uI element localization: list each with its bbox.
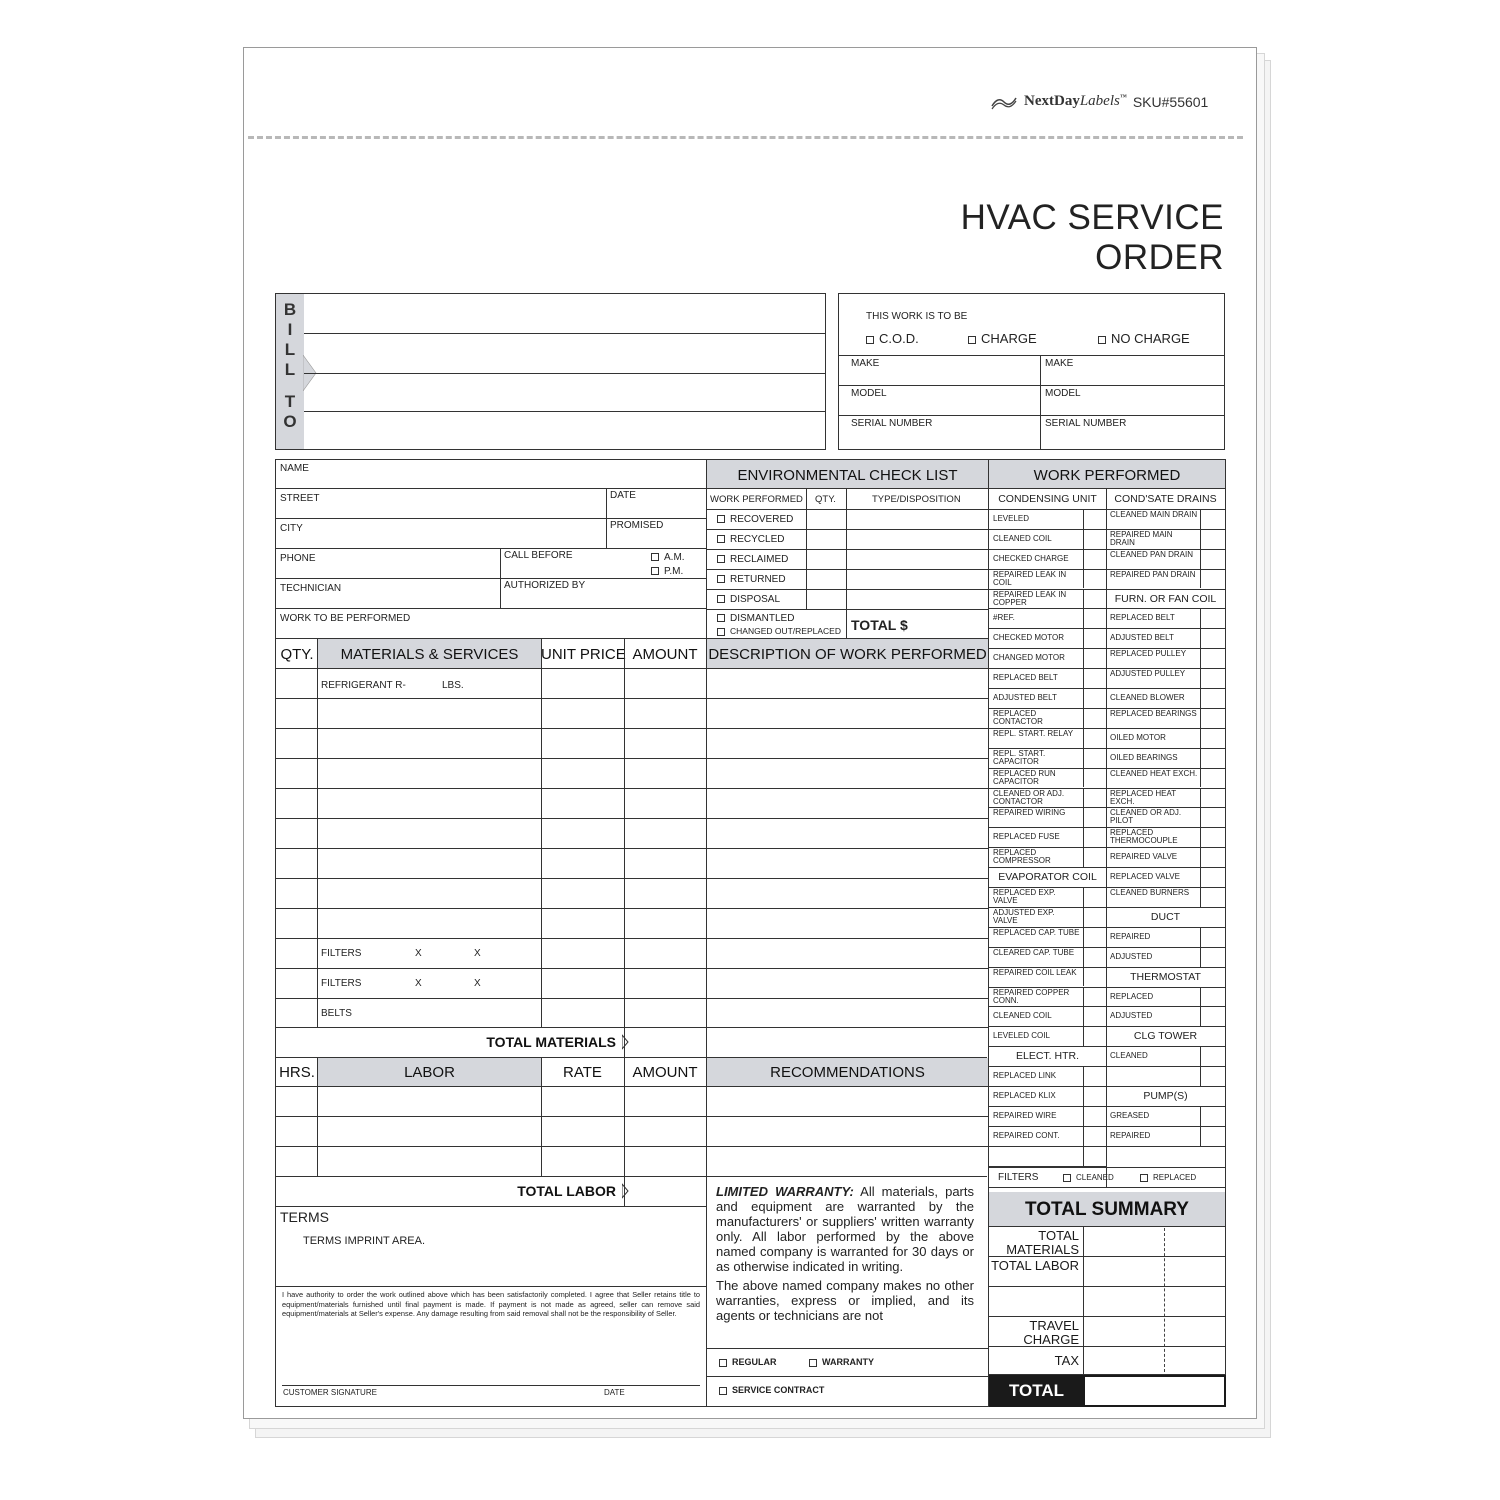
service-contract-option[interactable]: SERVICE CONTRACT bbox=[719, 1385, 824, 1395]
date-label: DATE bbox=[610, 490, 636, 501]
wp-check-cell[interactable] bbox=[1200, 1046, 1201, 1066]
wp-row-line bbox=[1106, 1066, 1225, 1067]
total-summary-title: TOTAL SUMMARY bbox=[1025, 1199, 1189, 1220]
perforation-line bbox=[248, 136, 1243, 139]
wp-row-line bbox=[1106, 608, 1225, 609]
total-labor-label: TOTAL LABOR bbox=[517, 1183, 616, 1199]
summary-total-field[interactable] bbox=[1083, 1375, 1226, 1407]
wp-row-line bbox=[989, 608, 1106, 609]
checkbox-icon[interactable] bbox=[809, 1359, 817, 1367]
wp-item-label: ADJUSTED bbox=[1110, 1011, 1153, 1021]
wp-item-label: REPLACED BELT bbox=[993, 673, 1058, 683]
wp-check-cell[interactable] bbox=[1083, 569, 1084, 589]
wp-check-cell[interactable] bbox=[1083, 1086, 1084, 1106]
x-mark: X bbox=[415, 948, 422, 959]
bill-to-line-3[interactable] bbox=[304, 411, 825, 412]
wp-item-label: REPAIRED LEAK IN COPPER bbox=[993, 589, 1067, 607]
wp-check-cell[interactable] bbox=[1083, 549, 1084, 569]
checkbox-icon[interactable] bbox=[717, 614, 725, 622]
checkbox-icon[interactable] bbox=[1140, 1174, 1148, 1182]
wp-check-cell[interactable] bbox=[1200, 569, 1201, 589]
env-type-disposition-header: TYPE/DISPOSITION bbox=[872, 494, 961, 505]
rate-header: RATE bbox=[563, 1064, 602, 1081]
regular-option[interactable]: REGULAR bbox=[719, 1357, 777, 1367]
wp-check-cell[interactable] bbox=[1200, 947, 1201, 967]
wp-check-cell[interactable] bbox=[1200, 608, 1201, 628]
customer-signature-line[interactable] bbox=[282, 1385, 700, 1386]
pm-option[interactable]: P.M. bbox=[651, 566, 683, 577]
wp-row-line bbox=[1106, 589, 1225, 590]
refrigerant-label: REFRIGERANT R- bbox=[321, 680, 406, 691]
materials-services-header: MATERIALS & SERVICES bbox=[340, 646, 519, 663]
wp-row-line bbox=[1106, 628, 1225, 629]
summary-total-labor: TOTAL LABOR bbox=[991, 1258, 1079, 1273]
total-materials-label: TOTAL MATERIALS bbox=[486, 1034, 616, 1050]
wp-item-label: REPLACED KLIX bbox=[993, 1091, 1056, 1100]
env-total-label: TOTAL $ bbox=[851, 617, 908, 633]
wp-row-line bbox=[1106, 1006, 1225, 1007]
wp-item-label: ADJUSTED BELT bbox=[1110, 633, 1174, 643]
authorized-by-label: AUTHORIZED BY bbox=[504, 580, 586, 591]
promised-label: PROMISED bbox=[610, 520, 664, 531]
wp-check-cell[interactable] bbox=[1200, 549, 1201, 569]
summary-total-materials: TOTAL MATERIALS bbox=[1006, 1228, 1079, 1257]
wp-item-label: CLEANED OR ADJ. PILOT bbox=[1110, 808, 1182, 826]
wp-row-line bbox=[1106, 1126, 1225, 1127]
summary-travel-charge: TRAVEL CHARGE bbox=[1023, 1318, 1079, 1347]
summary-tax: TAX bbox=[1054, 1353, 1079, 1368]
wp-item-label: REPAIRED COPPER CONN. bbox=[993, 987, 1070, 1005]
wp-row-line bbox=[989, 549, 1106, 550]
wp-check-cell[interactable] bbox=[1200, 529, 1201, 549]
wp-check-cell[interactable] bbox=[1200, 847, 1201, 867]
wp-item-label: ADJUSTED BELT bbox=[993, 693, 1057, 702]
hrs-header: HRS. bbox=[279, 1064, 315, 1081]
city-label: CITY bbox=[280, 523, 303, 534]
unit-price-header: UNIT PRICE bbox=[541, 646, 626, 663]
bill-to-label: B I L L T O bbox=[283, 300, 297, 431]
wp-row-line bbox=[989, 1006, 1106, 1007]
wp-check-cell[interactable] bbox=[1083, 768, 1084, 788]
wp-item-label: CLEANED OR ADJ. CONTACTOR bbox=[993, 788, 1065, 806]
checkbox-icon[interactable] bbox=[717, 535, 725, 543]
x-mark: X bbox=[415, 978, 422, 989]
wp-check-cell[interactable] bbox=[1083, 987, 1084, 1007]
checkbox-icon[interactable] bbox=[717, 628, 725, 636]
env-item-recycled[interactable]: RECYCLED bbox=[717, 534, 784, 545]
wp-row-line bbox=[989, 529, 1106, 530]
wp-check-cell[interactable] bbox=[1083, 1146, 1084, 1166]
wp-item-label: REPAIRED bbox=[1110, 1130, 1151, 1140]
wp-row-line bbox=[1106, 967, 1225, 968]
wp-row-line bbox=[989, 509, 1106, 510]
checkbox-icon[interactable] bbox=[1063, 1174, 1071, 1182]
wp-item-label: OILED MOTOR bbox=[1110, 732, 1166, 742]
recommendations-header: RECOMMENDATIONS bbox=[770, 1064, 925, 1081]
wp-row-line bbox=[1106, 847, 1225, 848]
wp-item-label: REPLACED EXP. VALVE bbox=[993, 888, 1056, 905]
wp-check-cell[interactable] bbox=[1200, 708, 1201, 728]
signature-date-label: DATE bbox=[604, 1388, 625, 1397]
model-label-2: MODEL bbox=[1045, 388, 1081, 399]
wp-row-line bbox=[989, 1126, 1106, 1127]
wp-row-line bbox=[1106, 907, 1225, 908]
wp-row-line bbox=[989, 867, 1106, 868]
terms-label: TERMS bbox=[280, 1209, 329, 1225]
wp-check-cell[interactable] bbox=[1083, 509, 1084, 529]
wp-check-cell[interactable] bbox=[1200, 648, 1201, 668]
wp-item-label: REPL. START. RELAY bbox=[993, 728, 1074, 738]
wp-item-label: REPLACED VALVE bbox=[1110, 872, 1180, 882]
wp-item-label: REPLACED RUN CAPACITOR bbox=[993, 768, 1056, 786]
wp-row-line bbox=[1106, 947, 1225, 948]
wp-item-label: CLEANED COIL bbox=[993, 533, 1052, 543]
x-mark: X bbox=[474, 978, 481, 989]
wp-check-cell[interactable] bbox=[1200, 768, 1201, 788]
wp-section-header: ELECT. HTR. bbox=[1015, 1050, 1079, 1063]
wp-check-cell[interactable] bbox=[1083, 529, 1084, 549]
wp-item-label: REPLACED COMPRESSOR bbox=[993, 848, 1051, 866]
pointer-arrow-icon bbox=[622, 1033, 630, 1051]
wp-item-label: REPAIRED COIL LEAK bbox=[993, 967, 1077, 977]
wp-row-line bbox=[1106, 728, 1225, 729]
wp-item-label: REPAIRED WIRE bbox=[993, 1110, 1057, 1120]
make-label-1: MAKE bbox=[851, 358, 880, 369]
wp-row-line bbox=[1106, 748, 1225, 749]
checkbox-icon[interactable] bbox=[717, 595, 725, 603]
checkbox-icon[interactable] bbox=[651, 567, 659, 575]
wp-row-line bbox=[1106, 927, 1225, 928]
wp-item-label: REPAIRED bbox=[1110, 931, 1151, 941]
wp-check-cell[interactable] bbox=[1083, 688, 1084, 708]
wp-check-cell[interactable] bbox=[1083, 648, 1084, 668]
wp-item-label: CHECKED MOTOR bbox=[993, 633, 1064, 643]
wp-check-cell[interactable] bbox=[1083, 827, 1084, 847]
wp-row-line bbox=[989, 688, 1106, 689]
wp-check-cell[interactable] bbox=[1083, 1026, 1084, 1046]
wp-check-cell[interactable] bbox=[1083, 788, 1084, 808]
customer-signature-label: CUSTOMER SIGNATURE bbox=[283, 1388, 377, 1397]
wp-check-cell[interactable] bbox=[1083, 1066, 1084, 1086]
wp-row-line bbox=[1106, 1026, 1225, 1027]
wp-section-header: CLG TOWER bbox=[1133, 1030, 1198, 1043]
checkbox-icon[interactable] bbox=[719, 1359, 727, 1367]
wp-section-header: CONDENSING UNIT bbox=[998, 493, 1097, 505]
env-item-returned[interactable]: RETURNED bbox=[717, 574, 786, 585]
wp-check-cell[interactable] bbox=[1083, 708, 1084, 728]
env-item-dismantled[interactable]: DISMANTLED bbox=[717, 613, 794, 624]
wp-check-cell[interactable] bbox=[1200, 1006, 1201, 1026]
label-stack-icon bbox=[990, 94, 1018, 110]
env-checklist-title: ENVIRONMENTAL CHECK LIST bbox=[737, 467, 958, 484]
wp-row-line bbox=[989, 668, 1106, 669]
serial-label-1: SERIAL NUMBER bbox=[851, 418, 933, 429]
limited-warranty-text: LIMITED WARRANTY: All materials, parts and equipment are warranted by the manufacturers' or suppliers' written warranty only. All labor performed by the above named company is warranted for 30 days or as otherwise indicated in writing. The above named company makes no other warranties, express or implied, and its agents or technicians are not bbox=[716, 1184, 974, 1323]
charge-option[interactable]: CHARGE bbox=[968, 331, 1037, 346]
wp-check-cell[interactable] bbox=[1083, 967, 1084, 987]
checkbox-icon[interactable] bbox=[719, 1387, 727, 1395]
wp-item-label: #REF. bbox=[993, 613, 1015, 623]
labor-header: LABOR bbox=[404, 1064, 455, 1081]
summary-cents-divider bbox=[1164, 1228, 1165, 1372]
wp-check-cell[interactable] bbox=[1083, 589, 1084, 609]
phone-label: PHONE bbox=[280, 553, 316, 564]
wp-check-cell[interactable] bbox=[1083, 608, 1084, 628]
wp-item-label: REPLACED HEAT EXCH. bbox=[1110, 788, 1176, 806]
brand-name: NextDayLabels™ bbox=[1024, 93, 1127, 109]
wp-item-label: REPLACED CONTACTOR bbox=[993, 708, 1043, 726]
wp-check-cell[interactable] bbox=[1200, 807, 1201, 827]
checkbox-icon[interactable] bbox=[968, 336, 976, 344]
technician-label: TECHNICIAN bbox=[280, 583, 342, 594]
env-item-recovered[interactable]: RECOVERED bbox=[717, 514, 793, 525]
wp-check-cell[interactable] bbox=[1083, 907, 1084, 927]
wp-check-cell[interactable] bbox=[1200, 509, 1201, 529]
wp-item-label: CHECKED CHARGE bbox=[993, 553, 1069, 563]
make-label-2: MAKE bbox=[1045, 358, 1074, 369]
env-item-disposal[interactable]: DISPOSAL bbox=[717, 594, 780, 605]
am-option[interactable]: A.M. bbox=[651, 552, 685, 563]
wp-item-label: REPAIRED PAN DRAIN bbox=[1110, 569, 1196, 579]
wp-check-cell[interactable] bbox=[1083, 1006, 1084, 1026]
description-header: DESCRIPTION OF WORK PERFORMED bbox=[708, 646, 987, 663]
wp-section-header: FURN. OR FAN COIL bbox=[1114, 592, 1217, 605]
wp-item-label: REPL. START. CAPACITOR bbox=[993, 748, 1046, 766]
wp-item-label: REPAIRED CONT. bbox=[993, 1130, 1060, 1140]
bill-to-box bbox=[275, 293, 826, 450]
wp-row-line bbox=[989, 1066, 1106, 1067]
wp-item-label: REPLACED CAP. TUBE bbox=[993, 927, 1080, 937]
wp-section-header: THERMOSTAT bbox=[1130, 970, 1201, 983]
wp-check-cell[interactable] bbox=[1083, 887, 1084, 907]
wp-row-line bbox=[1106, 1106, 1225, 1107]
pointer-arrow-icon bbox=[622, 1182, 630, 1200]
wp-filters-cleaned[interactable]: CLEANED bbox=[1063, 1173, 1114, 1182]
wp-row-line bbox=[989, 1026, 1106, 1027]
wp-check-cell[interactable] bbox=[1083, 927, 1084, 947]
wp-check-cell[interactable] bbox=[1200, 1126, 1201, 1146]
wp-item-label: REPLACED LINK bbox=[993, 1071, 1057, 1081]
checkbox-icon[interactable] bbox=[866, 336, 874, 344]
name-label: NAME bbox=[280, 463, 309, 474]
no-charge-option[interactable]: NO CHARGE bbox=[1098, 331, 1190, 346]
wp-item-label: CLEANED BURNERS bbox=[1110, 888, 1190, 897]
sku: SKU#55601 bbox=[1132, 93, 1209, 110]
amount-header: AMOUNT bbox=[632, 646, 698, 663]
wp-check-cell[interactable] bbox=[1200, 827, 1201, 847]
brand-logo bbox=[990, 93, 1208, 110]
wp-row-line bbox=[1106, 867, 1225, 868]
lbs-label: LBS. bbox=[442, 680, 464, 691]
call-before-label: CALL BEFORE bbox=[504, 550, 573, 561]
bill-to-line-1[interactable] bbox=[304, 333, 825, 334]
wp-section-header: EVAPORATOR COIL bbox=[998, 871, 1097, 884]
wp-row-line bbox=[989, 1146, 1106, 1147]
wp-check-cell[interactable] bbox=[1083, 1126, 1084, 1146]
wp-section-header: COND'SATE DRAINS bbox=[1114, 493, 1217, 505]
wp-row-line bbox=[1106, 1046, 1225, 1047]
checkbox-icon[interactable] bbox=[717, 555, 725, 563]
wp-row-line bbox=[989, 1086, 1106, 1087]
wp-item-label: REPLACED FUSE bbox=[993, 832, 1060, 842]
env-work-performed-header: WORK PERFORMED bbox=[710, 494, 803, 505]
wp-check-cell[interactable] bbox=[1200, 927, 1201, 947]
wp-section-header: PUMP(S) bbox=[1143, 1090, 1188, 1102]
wp-row-line bbox=[989, 1106, 1106, 1107]
wp-item-label: ADJUSTED bbox=[1110, 951, 1153, 961]
wp-check-cell[interactable] bbox=[1200, 688, 1201, 708]
wp-item-label: CLEARED CAP. TUBE bbox=[993, 947, 1075, 957]
wp-check-cell[interactable] bbox=[1083, 807, 1084, 827]
wp-item-label: CLEANED HEAT EXCH. bbox=[1110, 768, 1198, 778]
wp-item-label: OILED BEARINGS bbox=[1110, 752, 1178, 762]
wp-check-cell[interactable] bbox=[1083, 748, 1084, 768]
wp-check-cell[interactable] bbox=[1083, 847, 1084, 867]
checkbox-icon[interactable] bbox=[717, 515, 725, 523]
env-item-reclaimed[interactable]: RECLAIMED bbox=[717, 554, 788, 565]
wp-row-line bbox=[1106, 1086, 1225, 1087]
wp-check-cell[interactable] bbox=[1083, 1106, 1084, 1126]
env-item-changed-out[interactable]: CHANGED OUT/REPLACED bbox=[717, 626, 841, 636]
wp-item-label: LEVELED COIL bbox=[993, 1031, 1050, 1041]
form-title: HVAC SERVICE ORDER bbox=[960, 198, 1224, 277]
bill-to-line-2[interactable] bbox=[304, 373, 825, 374]
wp-item-label: REPAIRED VALVE bbox=[1110, 852, 1178, 862]
checkbox-icon[interactable] bbox=[1098, 336, 1106, 344]
wp-item-label: REPLACED bbox=[1110, 991, 1154, 1001]
wp-check-cell[interactable] bbox=[1083, 628, 1084, 648]
checkbox-icon[interactable] bbox=[717, 575, 725, 583]
wp-check-cell[interactable] bbox=[1200, 628, 1201, 648]
wp-item-label: REPAIRED MAIN DRAIN bbox=[1110, 529, 1173, 547]
wp-item-label: REPAIRED LEAK IN COIL bbox=[993, 569, 1067, 587]
wp-item-label: ADJUSTED PULLEY bbox=[1110, 669, 1186, 679]
qty-header: QTY. bbox=[280, 646, 314, 663]
street-label: STREET bbox=[280, 493, 320, 504]
wp-row-line bbox=[989, 827, 1106, 828]
filters-label-1: FILTERS bbox=[321, 948, 362, 959]
wp-item-label: ADJUSTED EXP. VALVE bbox=[993, 907, 1055, 925]
wp-row-line bbox=[989, 648, 1106, 649]
wp-check-cell[interactable] bbox=[1200, 1106, 1201, 1126]
work-performed-title: WORK PERFORMED bbox=[1033, 467, 1181, 484]
belts-label: BELTS bbox=[321, 1008, 352, 1019]
wp-item-label: REPLACED PULLEY bbox=[1110, 649, 1187, 659]
work-to-be-performed-label: WORK TO BE PERFORMED bbox=[280, 613, 411, 624]
wp-check-cell[interactable] bbox=[1200, 1066, 1201, 1086]
env-qty-header: QTY. bbox=[815, 494, 836, 505]
wp-item-label: REPLACED BELT bbox=[1110, 613, 1175, 623]
wp-item-label: REPAIRED WIRING bbox=[993, 808, 1066, 818]
terms-imprint-area: TERMS IMPRINT AREA. bbox=[303, 1235, 426, 1247]
wp-item-label: CLEANED PAN DRAIN bbox=[1110, 549, 1193, 559]
wp-check-cell[interactable] bbox=[1200, 668, 1201, 688]
wp-check-cell[interactable] bbox=[1083, 668, 1084, 688]
work-is-to-be-label: THIS WORK IS TO BE bbox=[866, 311, 968, 322]
checkbox-icon[interactable] bbox=[651, 553, 659, 561]
wp-item-label: LEVELED bbox=[993, 513, 1030, 523]
filters-label-2: FILTERS bbox=[321, 978, 362, 989]
wp-check-cell[interactable] bbox=[1200, 867, 1201, 887]
wp-item-label: GREASED bbox=[1110, 1110, 1150, 1120]
warranty-option[interactable]: WARRANTY bbox=[809, 1357, 874, 1367]
wp-row-line bbox=[989, 1046, 1106, 1047]
wp-item-label: CLEANED BLOWER bbox=[1110, 693, 1185, 702]
serial-label-2: SERIAL NUMBER bbox=[1045, 418, 1127, 429]
wp-filters-label: FILTERS bbox=[998, 1172, 1039, 1183]
wp-item-label: CLEANED bbox=[1110, 1051, 1148, 1061]
wp-item-label: CLEANED COIL bbox=[993, 1011, 1052, 1021]
wp-section-header: DUCT bbox=[1150, 910, 1181, 923]
x-mark: X bbox=[474, 948, 481, 959]
wp-check-cell[interactable] bbox=[1200, 788, 1201, 808]
wp-row-line bbox=[1106, 1146, 1225, 1147]
wp-check-cell[interactable] bbox=[1200, 748, 1201, 768]
wp-item-label: CLEANED MAIN DRAIN bbox=[1110, 509, 1198, 519]
wp-filters-replaced[interactable]: REPLACED bbox=[1140, 1173, 1196, 1182]
wp-item-label: REPLACED BEARINGS bbox=[1110, 708, 1197, 718]
terms-fine-print: I have authority to order the work outlined above which has been satisfactorily completed. I agree that Seller retains title to equipment/materials furnished until final payment is made. If payment is not made as agreed, seller can remove said equipment/materials at Seller's expense. Any damage resulting from said removal shall not be the responsibility of Seller. bbox=[282, 1290, 700, 1318]
wp-row-line bbox=[1106, 987, 1225, 988]
summary-total-label: TOTAL bbox=[1008, 1381, 1065, 1400]
wp-item-label: REPLACED THERMOCOUPLE bbox=[1110, 828, 1178, 846]
wp-check-cell[interactable] bbox=[1200, 887, 1201, 907]
wp-item-label: CHANGED MOTOR bbox=[993, 653, 1065, 663]
wp-check-cell[interactable] bbox=[1200, 728, 1201, 748]
cod-option[interactable]: C.O.D. bbox=[866, 331, 919, 346]
wp-check-cell[interactable] bbox=[1083, 947, 1084, 967]
wp-check-cell[interactable] bbox=[1200, 987, 1201, 1007]
labor-amount-header: AMOUNT bbox=[632, 1064, 698, 1081]
wp-row-line bbox=[1106, 688, 1225, 689]
wp-row-line bbox=[989, 628, 1106, 629]
model-label-1: MODEL bbox=[851, 388, 887, 399]
wp-check-cell[interactable] bbox=[1083, 728, 1084, 748]
